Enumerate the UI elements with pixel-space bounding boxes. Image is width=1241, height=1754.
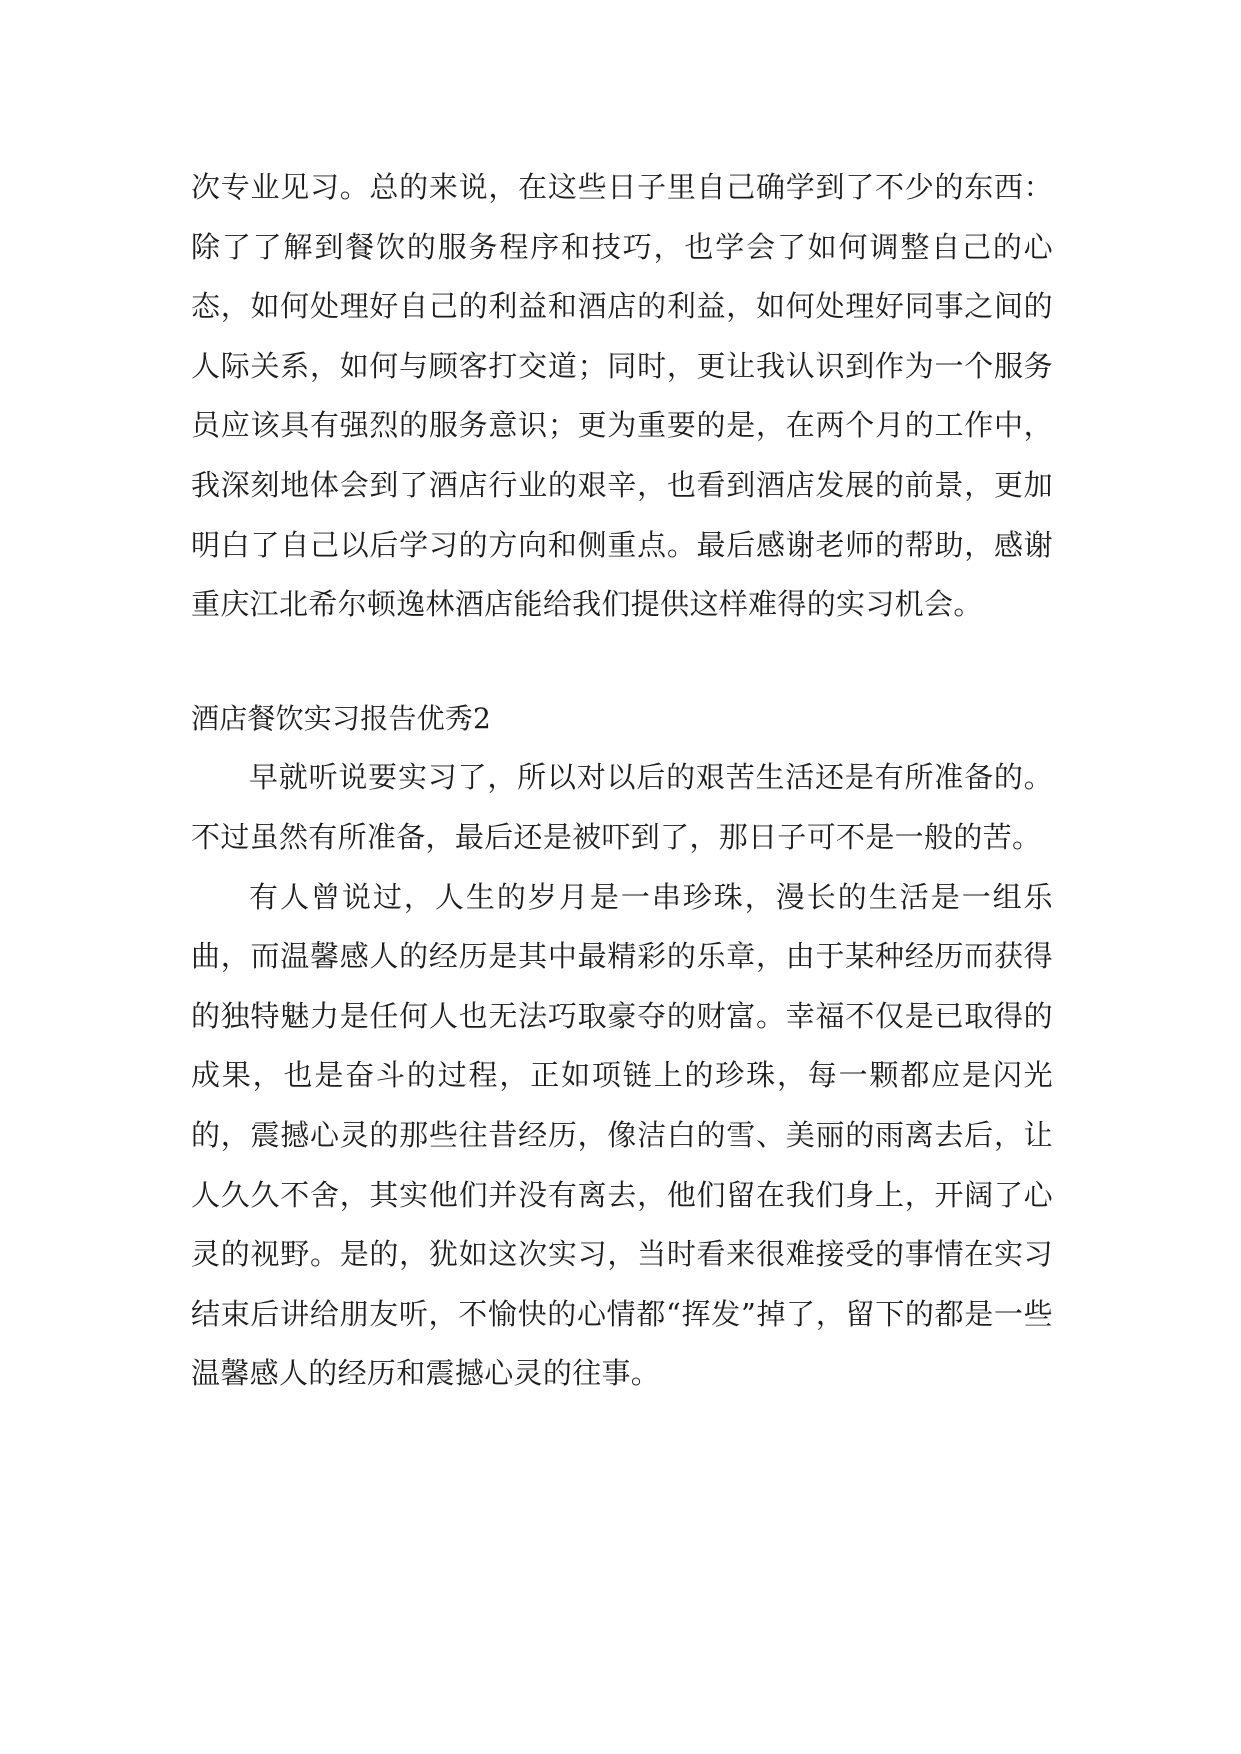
body-paragraph-2: 有人曾说过，人生的岁月是一串珍珠，漫长的生活是一组乐曲，而温馨感人的经历是其中最精彩的乐章，由于某种经历而获得的独特魅力是任何人也无法巧取豪夺的财富。幸福不仅是已取得的成果，也是奋斗的过程，正如项链上的珍珠，每一颗都应是闪光的，震撼心灵的那些往昔经历，像洁白的雪、美丽的雨离去后，让人久久不舍，其实他们并没有离去，他们留在我们身上，开阔了心灵的视野。是的，犹如这次实习，当时看来很难接受的事情在实习结束后讲给朋友听，不愉快的心情都“挥发”掉了，留下的都是一些温馨感人的经历和震撼心灵的往事。: [191, 879, 1053, 1391]
section-title: 酒店餐饮实习报告优秀2: [191, 701, 492, 735]
body-paragraph-1: 早就听说要实习了，所以对以后的艰苦生活还是有所准备的。不过虽然有所准备，最后还是被吓到了，那日子可不是一般的苦。: [191, 760, 1053, 854]
text-column: [191, 158, 1053, 1404]
continued-paragraph: 次专业见习。总的来说，在这些日子里自己确学到了不少的东西：除了了解到餐饮的服务程序和技巧，也学会了如何调整自己的心态，如何处理好自己的利益和酒店的利益，如何处理好同事之间的人际关系，如何与顾客打交道；同时，更让我认识到作为一个服务员应该具有强烈的服务意识；更为重要的是，在两个月的工作中，我深刻地体会到了酒店行业的艰辛，也看到酒店发展的前景，更加明白了自己以后学习的方向和侧重点。最后感谢老师的帮助，感谢重庆江北希尔顿逸林酒店能给我们提供这样难得的实习机会。: [191, 170, 1053, 622]
